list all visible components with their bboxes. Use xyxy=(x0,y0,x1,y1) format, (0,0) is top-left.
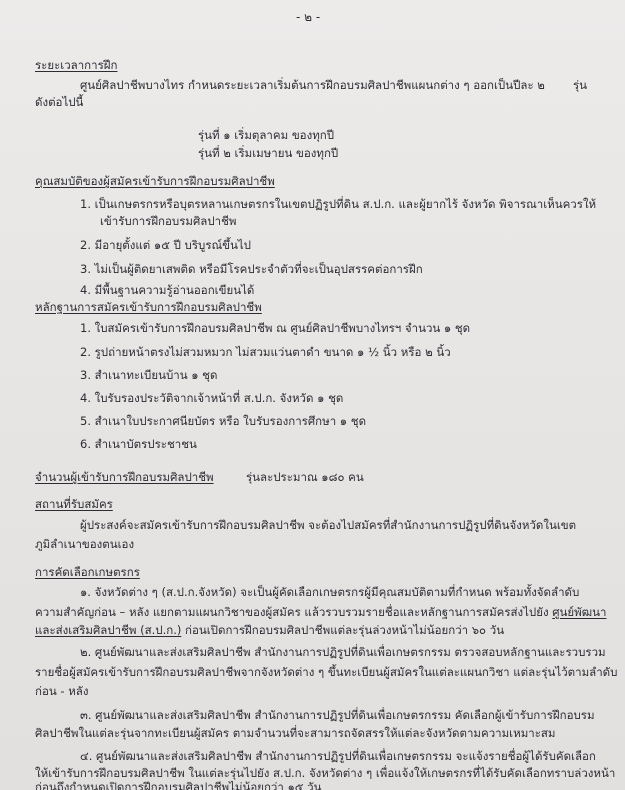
selection-p4-line3: ก่อนถึงกำหนดเปิดการฝึกอบรมศิลปาชีพไม่น้อยกว่า ๑๕ วัน xyxy=(35,780,322,790)
selection-heading: การคัดเลือกเกษตรกร xyxy=(35,565,140,579)
selection-p2-line3: ก่อน - หลัง xyxy=(35,684,89,698)
selection-p1-line3 xyxy=(35,623,504,637)
document-item-6: 6. สำเนาบัตรประชาชน xyxy=(80,437,197,451)
qualification-item-1-line1: 1. เป็นเกษตรกรหรือบุตรหลานเกษตรกรในเขตปฏิรูปที่ดิน ส.ป.ก. และผู้ยากไร้ จังหวัด พิจารณาเห็นควรให้ xyxy=(80,197,597,211)
application-place-line2: ภูมิลำเนาของตนเอง xyxy=(35,537,135,551)
qualification-item-3: 3. ไม่เป็นผู้ติดยาเสพติด หรือมีโรคประจำตัวที่จะเป็นอุปสรรคต่อการฝึก xyxy=(80,262,423,276)
document-item-3: 3. สำเนาทะเบียนบ้าน ๑ ชุด xyxy=(80,368,218,382)
document-item-4: 4. ใบรับรองประวัติจากเจ้าหน้าที่ ส.ป.ก. จังหวัด ๑ ชุด xyxy=(80,391,344,405)
page-number: - ๒ - xyxy=(296,10,321,24)
selection-p4-line2: ให้เข้ารับการฝึกอบรมศิลปาชีพ ในแต่ละรุ่นไปยัง ส.ป.ก. จังหวัดต่าง ๆ เพื่อแจ้งให้เกษตรกรที่ได้รับคัดเลือกทราบล่วงหน้า xyxy=(35,766,616,780)
document-item-5: 5. สำเนาใบประกาศนียบัตร หรือ ใบรับรองการศึกษา ๑ ชุด xyxy=(80,414,367,428)
application-place-line1: ผู้ประสงค์จะสมัครเข้ารับการฝึกอบรมศิลปาชีพ จะต้องไปสมัครที่สำนักงานการปฏิรูปที่ดินจังหวัดในเขต xyxy=(80,518,577,532)
center-name-underlined-a: ศูนย์พัฒนา xyxy=(552,605,607,619)
qualification-item-2: 2. มีอายุตั้งแต่ ๑๕ ปี บริบูรณ์ขึ้นไป xyxy=(80,238,251,252)
document-item-2: 2. รูปถ่ายหน้าตรงไม่สวมหมวก ไม่สวมแว่นตาดำ ขนาด ๑ ½ นิ้ว หรือ ๒ นิ้ว xyxy=(80,345,451,359)
selection-p2-line1: ๒. ศูนย์พัฒนาและส่งเสริมศิลปาชีพ สำนักงานการปฏิรูปที่ดินเพื่อเกษตรกรรม ตรวจสอบหลักฐานและรวบรวม xyxy=(80,645,606,659)
center-name-underlined-b: และส่งเสริมศิลปาชีพ (ส.ป.ก.) xyxy=(35,623,182,637)
duration-paragraph-line1: ศูนย์ศิลปาชีพบางไทร กำหนดระยะเวลาเริ่มต้นการฝึกอบรมศิลปาชีพแผนกต่าง ๆ ออกเป็นปีละ ๒ xyxy=(80,78,545,92)
selection-p1-line2-text: ความสำคัญก่อน – หลัง แยกตามแผนกวิชาของผู้สมัคร แล้วรวบรวมรายชื่อและหลักฐานการสมัครส่งไปยัง xyxy=(35,605,549,619)
qualifications-heading: คุณสมบัติของผู้สมัครเข้ารับการฝึกอบรมศิลปาชีพ xyxy=(35,174,275,188)
selection-p1-line1: ๑. จังหวัดต่าง ๆ (ส.ป.ก.จังหวัด) จะเป็นผู้คัดเลือกเกษตรกรผู้มีคุณสมบัติตามที่กำหนด พร้อมทั้งจัดลำดับ xyxy=(80,585,580,599)
selection-p2-line2: รายชื่อผู้สมัครเข้ารับการฝึกอบรมศิลปาชีพจากจังหวัดต่าง ๆ ขึ้นทะเบียนผู้สมัครในแต่ละแผนกวิชา แต่ละรุ่นไว้ตามลำดับ xyxy=(35,665,618,679)
selection-p4-line1: ๔. ศูนย์พัฒนาและส่งเสริมศิลปาชีพ สำนักงานการปฏิรูปที่ดินเพื่อเกษตรกรรม จะแจ้งรายชื่อผู้ได้รับคัดเลือก xyxy=(80,749,596,763)
duration-paragraph-end: รุ่น xyxy=(573,78,588,92)
selection-p1-line2 xyxy=(35,605,606,619)
trainee-count-label: จำนวนผู้เข้ารับการฝึกอบรมศิลปาชีพ xyxy=(35,470,214,484)
duration-paragraph-line2: ดังต่อไปนี้ xyxy=(35,95,84,109)
duration-heading: ระยะเวลาการฝึก xyxy=(35,58,118,72)
selection-p3-line1: ๓. ศูนย์พัฒนาและส่งเสริมศิลปาชีพ สำนักงานการปฏิรูปที่ดินเพื่อเกษตรกรรม คัดเลือกผู้เข้ารับการฝึกอบรม xyxy=(80,708,595,722)
application-place-heading: สถานที่รับสมัคร xyxy=(35,497,113,511)
trainee-count-value: รุ่นละประมาณ ๑๘๐ คน xyxy=(246,470,364,484)
documents-heading: หลักฐานการสมัครเข้ารับการฝึกอบรมศิลปาชีพ xyxy=(35,300,262,314)
batch-2-line: รุ่นที่ ๒ เริ่มเมษายน ของทุกปี xyxy=(198,146,339,160)
selection-p1-line3-text: ก่อนเปิดการฝึกอบรมศิลปาชีพแต่ละรุ่นล่วงหน้าไม่น้อยกว่า ๖๐ วัน xyxy=(181,623,505,637)
qualification-item-4: 4. มีพื้นฐานความรู้อ่านออกเขียนได้ xyxy=(80,283,255,297)
selection-p3-line2: ศิลปาชีพในแต่ละรุ่นจากทะเบียนผู้สมัคร ตามจำนวนที่จะสามารถจัดสรรให้แต่ละจังหวัดตามความเหมาะสม xyxy=(35,726,556,740)
qualification-item-1-line2: เข้ารับการฝึกอบรมศิลปาชีพ xyxy=(100,214,237,228)
document-item-1: 1. ใบสมัครเข้ารับการฝึกอบรมศิลปาชีพ ณ ศูนย์ศิลปาชีพบางไทรฯ จำนวน ๑ ชุด xyxy=(80,321,471,335)
batch-1-line: รุ่นที่ ๑ เริ่มตุลาคม ของทุกปี xyxy=(198,128,335,142)
